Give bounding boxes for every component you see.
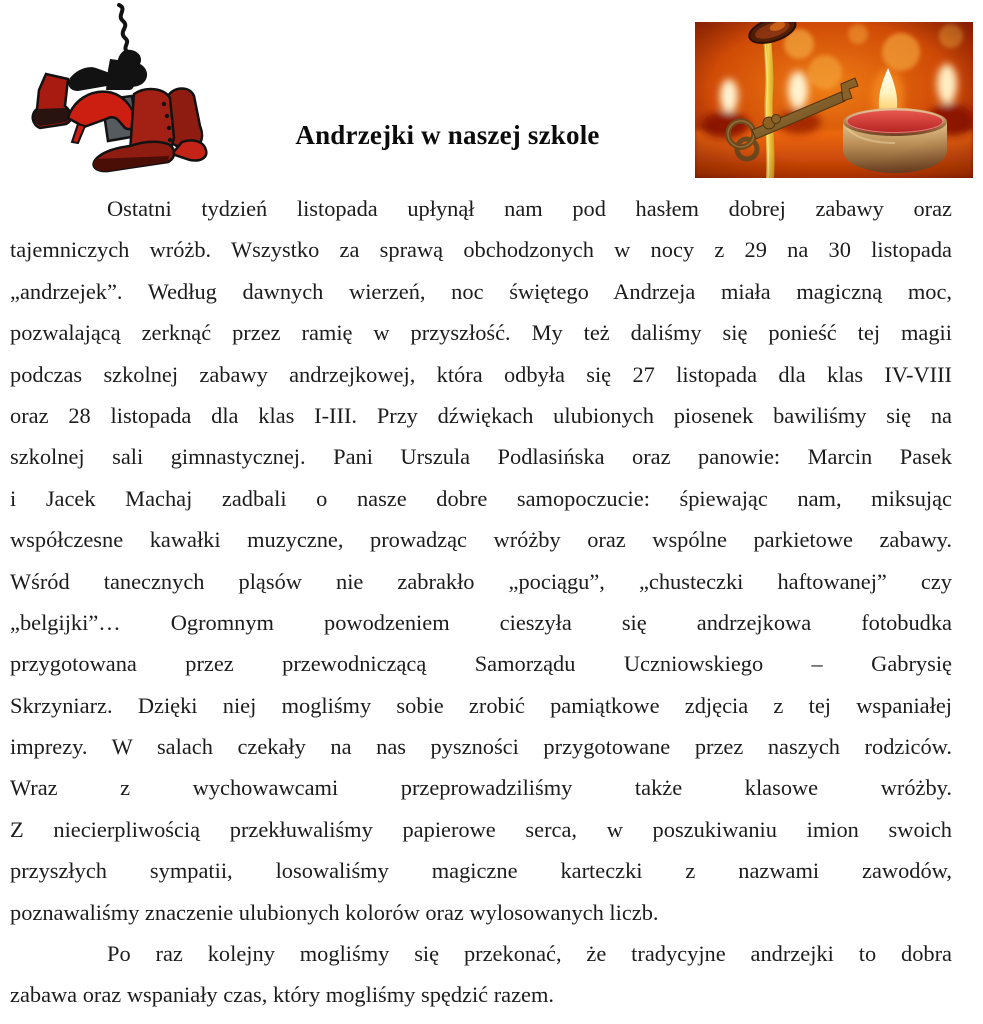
text-line: pozwalającą zerknąć przez ramię w przyszłość. My też daliśmy się ponieść tej magii [10, 320, 952, 346]
text-line: Ostatni tydzień listopada upłynął nam pod hasłem dobrej zabawy oraz [107, 196, 952, 221]
text-line: zabawa oraz wspaniały czas, który mogliśmy spędzić razem. [10, 982, 555, 1008]
text-line: Skrzyniarz. Dzięki niej mogliśmy sobie zrobić pamiątkowe zdjęcia z tej wspaniałej [10, 692, 952, 718]
document-body [10, 188, 952, 1016]
text-line: Wraz z wychowawcami przeprowadziliśmy także klasowe wróżby. [10, 775, 952, 801]
candles-and-key-photo [695, 22, 973, 178]
candles-photo-icon [695, 22, 973, 178]
text-line: i Jacek Machaj zadbali o nasze dobre samopoczucie: śpiewając nam, miksując [10, 485, 952, 511]
red-shoes-clipart-image [22, 2, 208, 176]
page-title: Andrzejki w naszej szkole [295, 120, 600, 150]
shoes-clipart-icon [22, 2, 208, 176]
text-line: przyszłych sympatii, losowaliśmy magiczne karteczki z nazwami zawodów, [10, 858, 952, 884]
text-line: imprezy. W salach czekały na nas pyszności przygotowane przez naszych rodziców. [10, 734, 952, 760]
text-line: „andrzejek”. Według dawnych wierzeń, noc świętego Andrzeja miała magiczną moc, [10, 278, 952, 304]
photo-vignette [695, 22, 973, 178]
text-line: „belgijki”… Ogromnym powodzeniem cieszyła się andrzejkowa fotobudka [10, 609, 952, 635]
text-line: Z niecierpliwością przekłuwaliśmy papierowe serca, w poszukiwaniu imion swoich [10, 816, 952, 842]
text-line: współczesne kawałki muzyczne, prowadząc wróżby oraz wspólne parkietowe zabawy. [10, 527, 952, 553]
document-header [0, 0, 983, 188]
text-line: szkolnej sali gimnastycznej. Pani Urszula Podlasińska oraz panowie: Marcin Pasek [10, 444, 952, 470]
text-line: podczas szkolnej zabawy andrzejkowej, która odbyła się 27 listopada dla klas IV-VIII [10, 361, 952, 387]
text-line: Wśród tanecznych pląsów nie zabrakło „pociągu”, „chusteczki haftowanej” czy [10, 568, 952, 594]
text-line: przygotowana przez przewodniczącą Samorządu Uczniowskiego – Gabrysię [10, 651, 952, 677]
text-line: poznawaliśmy znaczenie ulubionych kolorów oraz wylosowanych liczb. [10, 899, 659, 925]
text-line: Po raz kolejny mogliśmy się przekonać, że tradycyjne andrzejki to dobra [107, 941, 952, 967]
text-line: tajemniczych wróżb. Wszystko za sprawą obchodzonych w nocy z 29 na 30 listopada [10, 237, 952, 263]
text-line: oraz 28 listopada dla klas I-III. Przy dźwiękach ulubionych piosenek bawiliśmy się na [10, 402, 952, 428]
